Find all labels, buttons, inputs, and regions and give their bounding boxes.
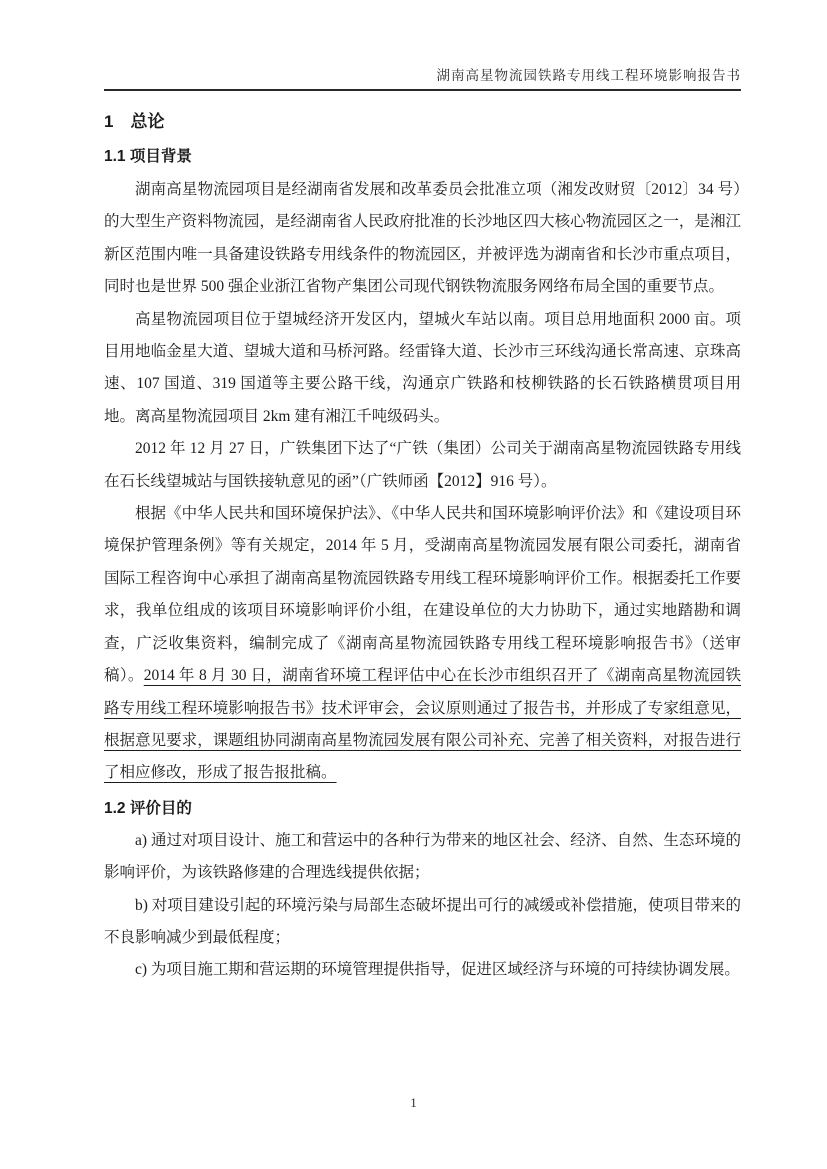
paragraph-project-location: 高星物流园项目位于望城经济开发区内，望城火车站以南。项目总用地面积 2000 亩。项目用地临金星大道、望城大道和马桥河路。经雷锋大道、长沙市三环线沟通长常高速、京珠高速、107 国道、319 国道等主要公路干线，沟通京广铁路和枝柳铁路的长石铁路横贯项目用地。离高星物流园项目 2km 建有湘江千吨级码头。 — [104, 310, 741, 425]
page-number: 1 — [410, 1095, 417, 1110]
evaluation-purpose-item-a: a) 通过对项目设计、施工和营运中的各种行为带来的地区社会、经济、自然、生态环境的影响评价，为该铁路修建的合理选线提供依据； — [104, 831, 741, 882]
page-content — [104, 0, 741, 987]
evaluation-purpose-item-c: c) 为项目施工期和营运期的环境管理提供指导，促进区域经济与环境的可持续协调发展。 — [135, 961, 740, 979]
evaluation-purpose-item-b: b) 对项目建设引起的环境污染与局部生态破坏提出可行的减缓或补偿措施，使项目带来的不良影响减少到最低程度； — [104, 896, 741, 946]
eia-history-underlined-text: 2014 年 8 月 30 日，湖南省环境工程评估中心在长沙市组织召开了《湖南高星物流园铁路专用线工程环境影响报告书》技术评审会，会议原则通过了报告书，并形成了专家组意见，根据意见要求，课题组协同湖南高星物流园发展有限公司补充、完善了相关资料，对报告进行了相应修改，形成了报告报批稿。 — [104, 667, 741, 782]
paragraph-project-background-1: 湖南高星物流园项目是经湖南省发展和改革委员会批准立项（湘发改财贸〔2012〕34 号）的大型生产资料物流园，是经湖南省人民政府批准的长沙地区四大核心物流园区之一，是湘江新区范围内唯一具备建设铁路专用线条件的物流园区，并被评选为湖南省和长沙市重点项目，同时也是世界 500 强企业浙江省物产集团公司现代钢铁物流服务网络布局全国的重要节点。 — [104, 181, 741, 296]
eia-history-normal-text: 根据《中华人民共和国环境保护法》、《中华人民共和国环境影响评价法》和《建设项目环境保护管理条例》等有关规定，2014 年 5 月，受湖南高星物流园发展有限公司委托，湖南省国际工程咨询中心承担了湖南高星物流园铁路专用线工程环境影响评价工作。根据委托工作要求，我单位组成的该项目环境影响评价小组，在建设单位的大力协助下，通过实地踏勘和调查，广泛收集资料，编制完成了《湖南高星物流园铁路专用线工程环境影响报告书》（送审稿）。 — [104, 505, 741, 685]
header-title: 湖南高星物流园铁路专用线工程环境影响报告书 — [436, 68, 741, 83]
page-header — [104, 0, 741, 91]
section-heading-1-2: 1.2 评价目的 — [104, 799, 192, 817]
paragraph-eia-history — [104, 498, 741, 790]
section-heading-1-1: 1.1 项目背景 — [104, 148, 192, 165]
section-heading-1: 1 总论 — [104, 112, 165, 131]
paragraph-railway-approval: 2012 年 12 月 27 日，广铁集团下达了“广铁（集团）公司关于湖南高星物流园铁路专用线在石长线望城站与国铁接轨意见的函”（广铁师函【2012】916 号）。 — [104, 440, 741, 490]
